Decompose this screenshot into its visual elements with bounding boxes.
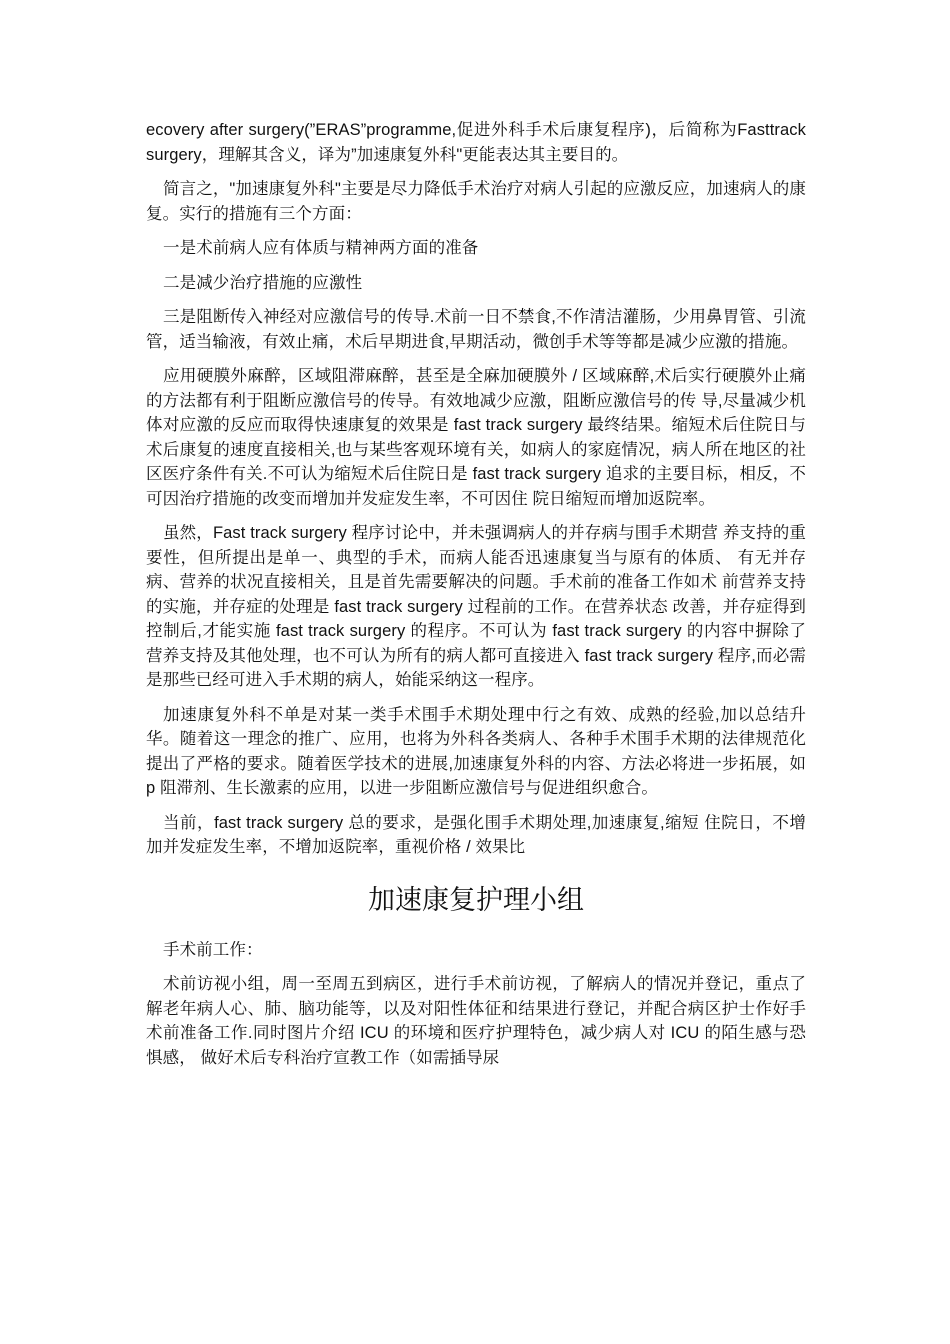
paragraph-eras-intro: ecovery after surgery(”ERAS”programme,促进外科手术后康复程序)，后简称为Fasttrack surgery，理解其含义，译为”加速康复外科"更能表达其主要目的。 (146, 121, 806, 164)
paragraph-measure-one: 一是术前病人应有体质与精神两方面的准备 (163, 239, 479, 257)
paragraph-summary: 简言之，"加速康复外科"主要是尽力降低手术治疗对病人引起的应激反应，加速病人的康复。实行的措施有三个方面： (146, 180, 806, 223)
paragraph-current-requirements: 当前，fast track surgery 总的要求，是强化围手术期处理,加速康复,缩短 住院日，不增加并发症发生率，不增加返院率，重视价格 / 效果比 (146, 813, 806, 856)
paragraph-experience-summary: 加速康复外科不单是对某一类手术围手术期处理中行之有效、成熟的经验,加以总结升华。随着这一理念的推广、应用，也将为外科各类病人、各种手术围手术期的法律规范化提出了严格的要求。随着医学技术的进展,加速康复外科的内容、方法必将进一步拓展，如 p 阻滞剂、生长激素的应用，以进一步阻断应激信号与促进组织愈合。 (146, 705, 806, 797)
paragraph-preop-visit: 术前访视小组，周一至周五到病区，进行手术前访视，了解病人的情况并登记，重点了解老年病人心、肺、脑功能等，以及对阳性体征和结果进行登记，并配合病区护士作好手术前准备工作.同时图片介绍 ICU 的环境和医疗护理特色，减少病人对 ICU 的陌生感与恐惧感， 做好术后专科治疗宣教工作（如需插导尿 (146, 975, 806, 1067)
paragraph-nutrition-support: 虽然，Fast track surgery 程序讨论中，并未强调病人的并存病与围手术期营 养支持的重要性，但所提出是单一、典型的手术，而病人能否迅速康复当与原有的体质、 有无并存病、营养的状况直接相关，且是首先需要解决的问题。手术前的准备工作如术 前营养支持的实施，并存症的处理是 fast track surgery 过程前的工作。在营养状态 改善，并存症得到控制后,才能实施 fast track surgery 的程序。不可认为 fast track surgery 的内容中摒除了营养支持及其他处理，也不可认为所有的病人都可直接进入 fast track surgery 程序,而必需是那些已经可进入手术期的病人，始能采纳这一程序。 (146, 524, 806, 689)
paragraph-preop-work-label: 手术前工作： (163, 940, 263, 959)
section-title: 加速康复护理小组 (368, 884, 584, 916)
document-page (146, 118, 806, 1080)
paragraph-measure-three: 三是阻断传入神经对应激信号的传导.术前一日不禁食,不作清洁灌肠，少用鼻胃管、引流管，适当输液，有效止痛，术后早期进食,早期活动，微创手术等等都是减少应激的措施。 (146, 308, 806, 351)
paragraph-measure-two: 二是减少治疗措施的应激性 (163, 273, 363, 292)
paragraph-anesthesia: 应用硬膜外麻醉，区域阻滞麻醉，甚至是全麻加硬膜外 / 区域麻醉,术后实行硬膜外止痛的方法都有利于阻断应激信号的传导。有效地减少应激，阻断应激信号的传 导,尽量减少机体对应激的反应而取得快速康复的效果是 fast track surgery 最终结果。缩短术后住院日与术后康复的速度直接相关,也与某些客观环境有关，如病人的家庭情况，病人所在地区的社区医疗条件有关.不可认为缩短术后住院日是 fast track surgery 追求的主要目标，相反，不可因治疗措施的改变而增加并发症发生率，不可因住 院日缩短而增加返院率。 (146, 367, 806, 508)
